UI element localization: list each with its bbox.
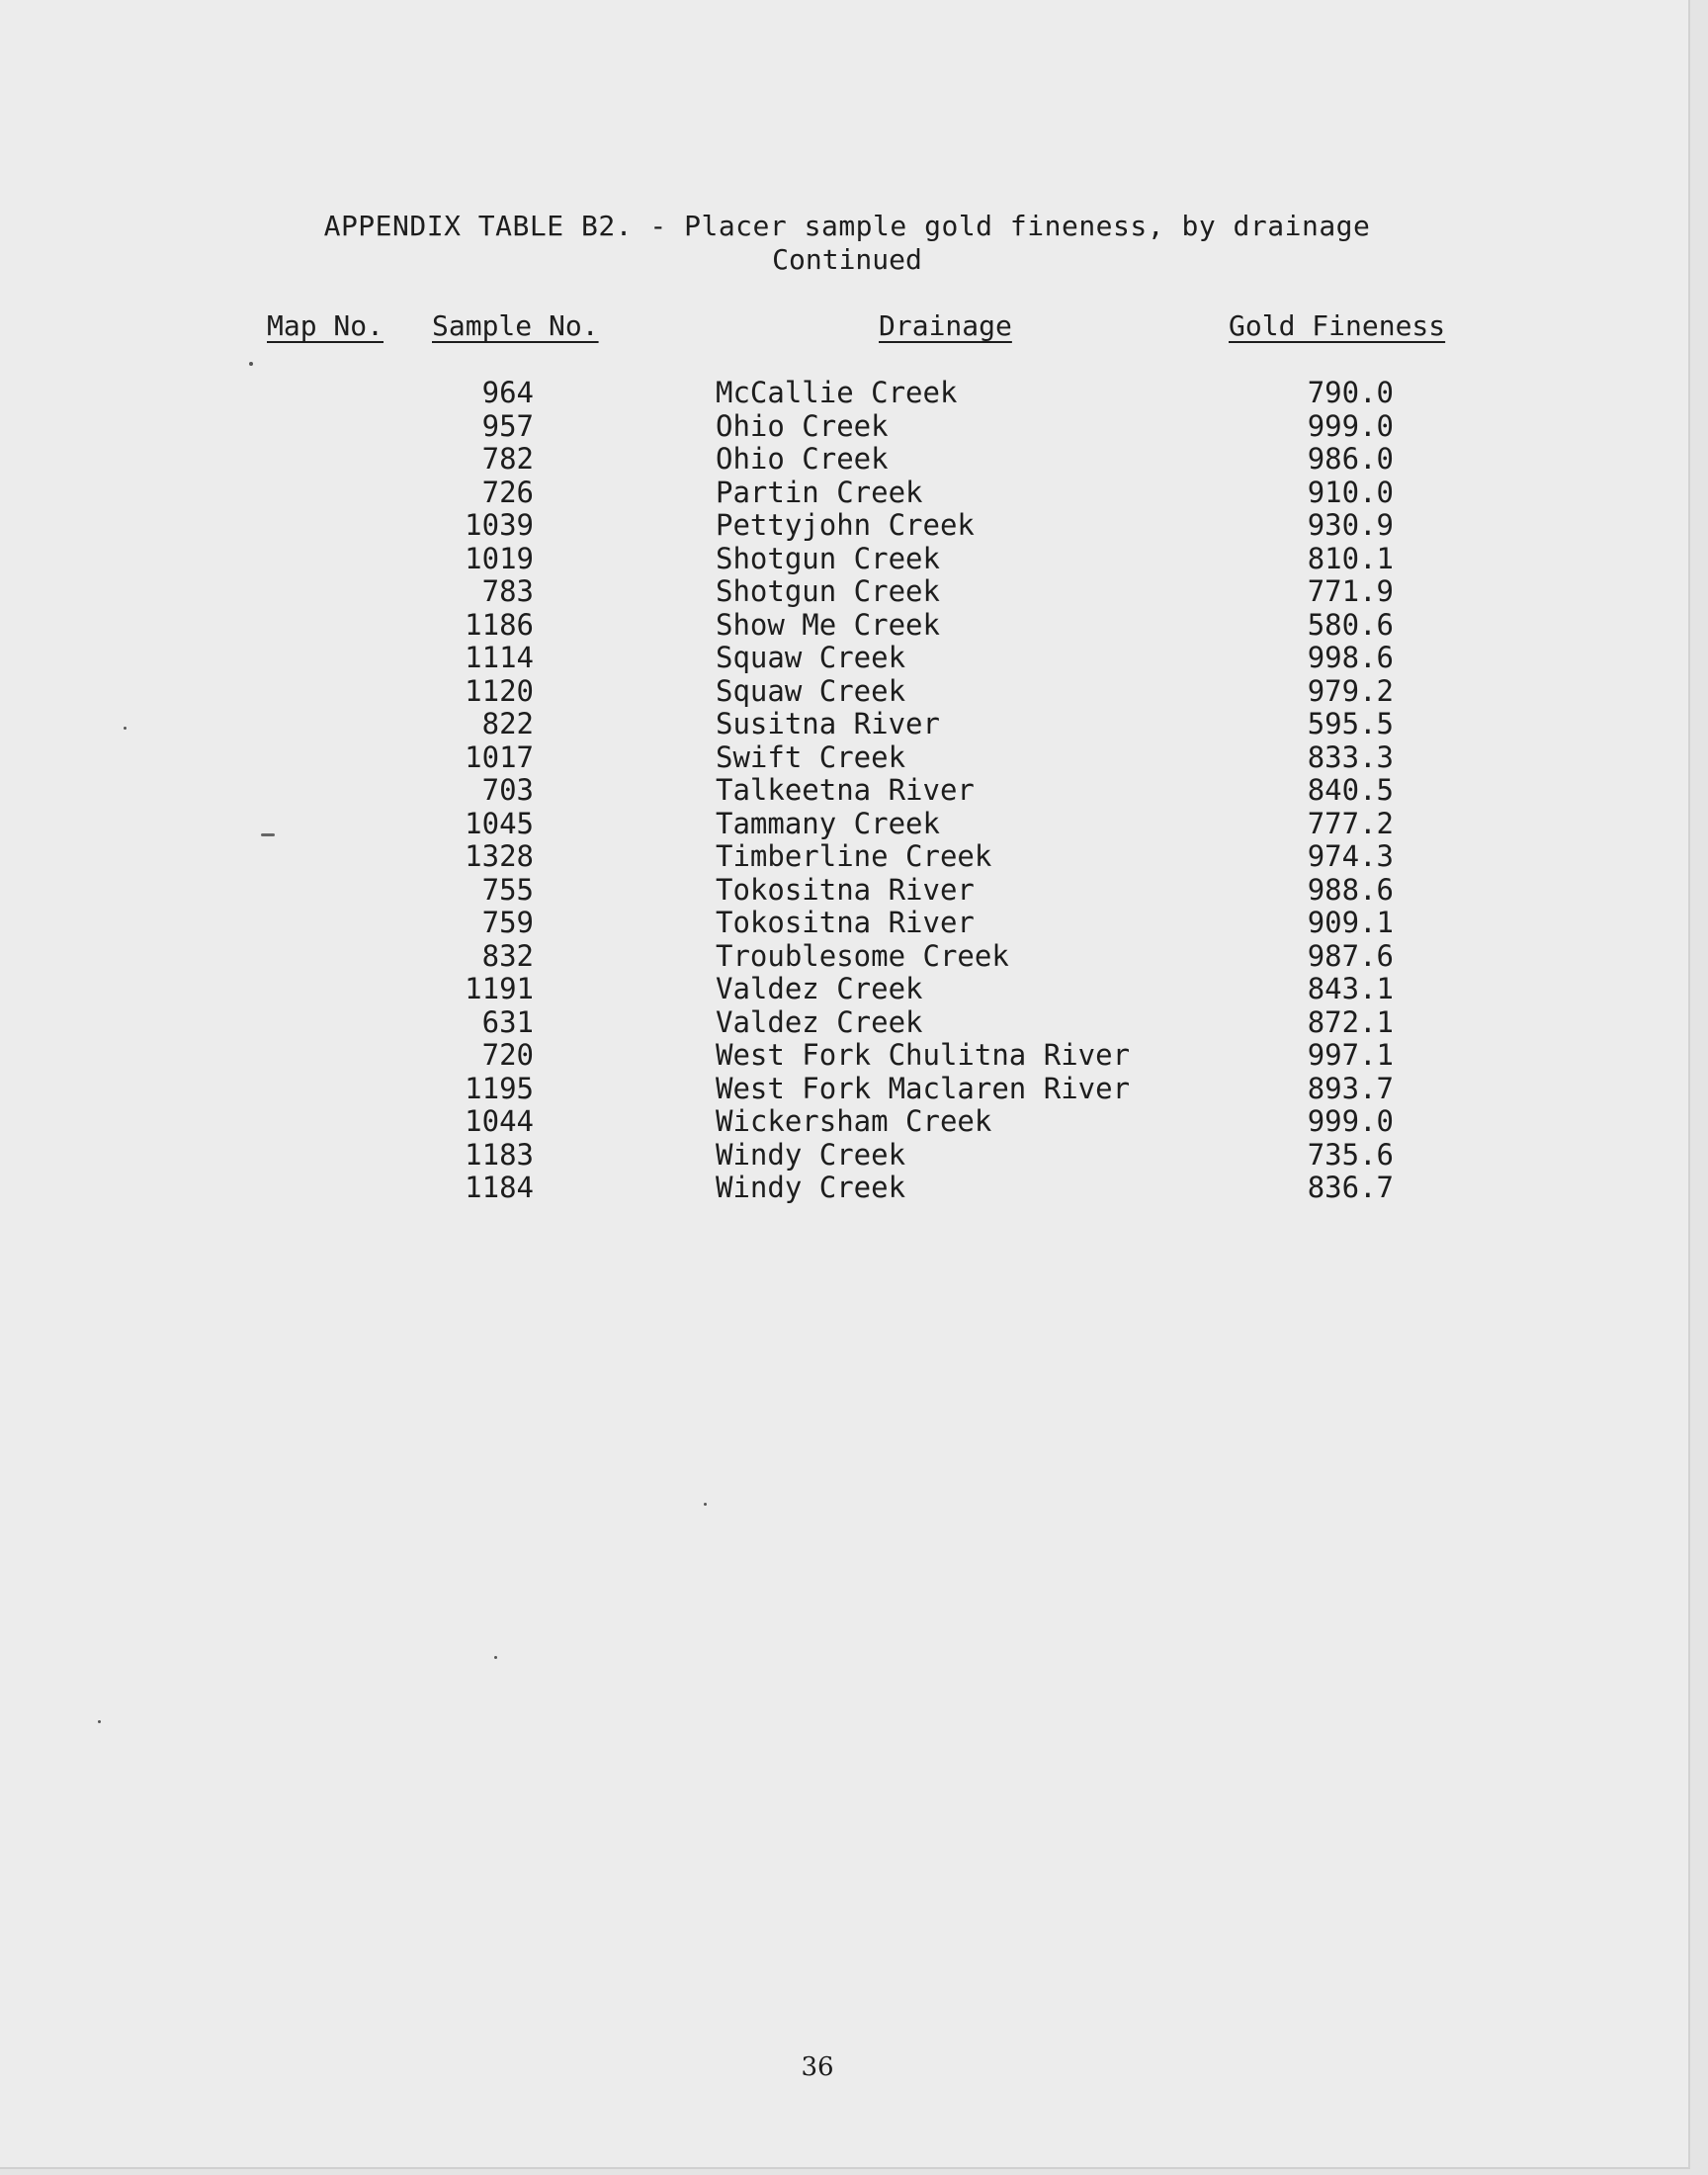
table-row [0,1073,1688,1106]
table-row [0,410,1688,444]
table-row [0,1006,1688,1040]
scan-speck [249,362,253,366]
sample-no-cell: 759 [481,906,534,939]
sample-no-cell: 1044 [465,1104,534,1138]
gold-fineness-cell: 833.3 [1307,740,1394,774]
column-header-gold-fineness: Gold Fineness [1229,309,1446,342]
table-row [0,808,1688,841]
gold-fineness-cell: 595.5 [1307,707,1394,740]
gold-fineness-cell: 987.6 [1307,938,1394,973]
drainage-cell: Ohio Creek [716,442,889,476]
sample-no-cell: 720 [481,1038,534,1072]
drainage-cell: West Fork Chulitna River [716,1038,1131,1072]
drainage-cell: West Fork Maclaren River [716,1071,1131,1105]
sample-no-cell: 783 [481,574,534,608]
table-row [0,1139,1688,1173]
sample-no-cell: 1184 [465,1171,534,1204]
table-row [0,642,1688,675]
drainage-cell: Squaw Creek [716,673,906,708]
gold-fineness-cell: 843.1 [1307,972,1394,1005]
sample-no-cell: 703 [481,773,534,807]
gold-fineness-cell: 986.0 [1307,442,1394,476]
drainage-cell: Shotgun Creek [716,541,940,575]
drainage-cell: Susitna River [716,707,940,740]
drainage-cell: Squaw Creek [716,641,906,674]
table-row [0,675,1688,709]
table-row [0,477,1688,510]
table-row [0,708,1688,741]
drainage-cell: Pettyjohn Creek [716,508,975,542]
page-number: 36 [801,2052,834,2082]
table-row [0,443,1688,477]
gold-fineness-cell: 974.3 [1307,839,1394,873]
table-row [0,1105,1688,1139]
table-row [0,907,1688,940]
table-row [0,509,1688,543]
gold-fineness-cell: 999.0 [1307,1104,1394,1138]
sample-no-cell: 1017 [465,740,534,774]
sample-no-cell: 1114 [465,641,534,674]
sample-no-cell: 822 [481,707,534,740]
scan-speck [704,1503,707,1506]
sample-no-cell: 1183 [465,1137,534,1172]
table-row [0,1172,1688,1205]
column-header-sample-no: Sample No. [432,309,599,342]
gold-fineness-cell: 979.2 [1307,673,1394,708]
gold-fineness-cell: 777.2 [1307,806,1394,840]
sample-no-cell: 1039 [465,508,534,542]
gold-fineness-cell: 988.6 [1307,872,1394,907]
drainage-cell: Talkeetna River [716,773,975,807]
sample-no-cell: 726 [481,475,534,509]
sample-no-cell: 964 [481,376,534,409]
gold-fineness-cell: 893.7 [1307,1071,1394,1105]
scan-speck [494,1656,497,1659]
gold-fineness-cell: 909.1 [1307,906,1394,939]
drainage-cell: Valdez Creek [716,972,923,1005]
table-row [0,874,1688,908]
table-row [0,575,1688,609]
drainage-cell: Timberline Creek [716,839,992,873]
gold-fineness-cell: 872.1 [1307,1004,1394,1039]
table-row [0,973,1688,1006]
scan-speck [98,1720,101,1723]
gold-fineness-cell: 580.6 [1307,607,1394,642]
drainage-cell: Windy Creek [716,1137,906,1172]
table-row [0,940,1688,974]
gold-fineness-cell: 735.6 [1307,1137,1394,1172]
sample-no-cell: 1186 [465,607,534,642]
drainage-cell: Wickersham Creek [716,1104,992,1138]
gold-fineness-cell: 998.6 [1307,641,1394,674]
gold-fineness-cell: 999.0 [1307,408,1394,443]
gold-fineness-cell: 790.0 [1307,376,1394,409]
drainage-cell: Show Me Creek [716,607,940,642]
drainage-cell: Tokositna River [716,872,975,907]
table-row [0,1039,1688,1073]
drainage-cell: Shotgun Creek [716,574,940,608]
gold-fineness-cell: 910.0 [1307,475,1394,509]
drainage-cell: Swift Creek [716,740,906,774]
sample-no-cell: 755 [481,872,534,907]
gold-fineness-cell: 840.5 [1307,773,1394,807]
table-row [0,840,1688,874]
table-row [0,741,1688,775]
gold-fineness-cell: 997.1 [1307,1038,1394,1072]
sample-no-cell: 832 [481,938,534,973]
sample-no-cell: 957 [481,408,534,443]
drainage-cell: Ohio Creek [716,408,889,443]
table-title: APPENDIX TABLE B2. - Placer sample gold fineness, by drainage [323,210,1371,242]
gold-fineness-cell: 836.7 [1307,1171,1394,1204]
gold-fineness-cell: 810.1 [1307,541,1394,575]
sample-no-cell: 1019 [465,541,534,575]
sample-no-cell: 1045 [465,806,534,840]
gold-fineness-cell: 930.9 [1307,508,1394,542]
table-row [0,774,1688,808]
sample-no-cell: 1195 [465,1071,534,1105]
sample-no-cell: 1191 [465,972,534,1005]
table-row [0,609,1688,643]
column-header-map-no: Map No. [267,309,384,342]
table-row [0,377,1688,410]
sample-no-cell: 1328 [465,839,534,873]
sample-no-cell: 631 [481,1004,534,1039]
drainage-cell: Windy Creek [716,1171,906,1204]
drainage-cell: Valdez Creek [716,1004,923,1039]
table-subtitle: Continued [772,243,922,276]
drainage-cell: Tammany Creek [716,806,940,840]
drainage-cell: Partin Creek [716,475,923,509]
sample-no-cell: 1120 [465,673,534,708]
table-body [0,377,1688,1205]
gold-fineness-cell: 771.9 [1307,574,1394,608]
drainage-cell: Troublesome Creek [716,938,1009,973]
table-row [0,543,1688,576]
sample-no-cell: 782 [481,442,534,476]
drainage-cell: Tokositna River [716,906,975,939]
drainage-cell: McCallie Creek [716,376,958,409]
column-header-drainage: Drainage [879,309,1012,342]
